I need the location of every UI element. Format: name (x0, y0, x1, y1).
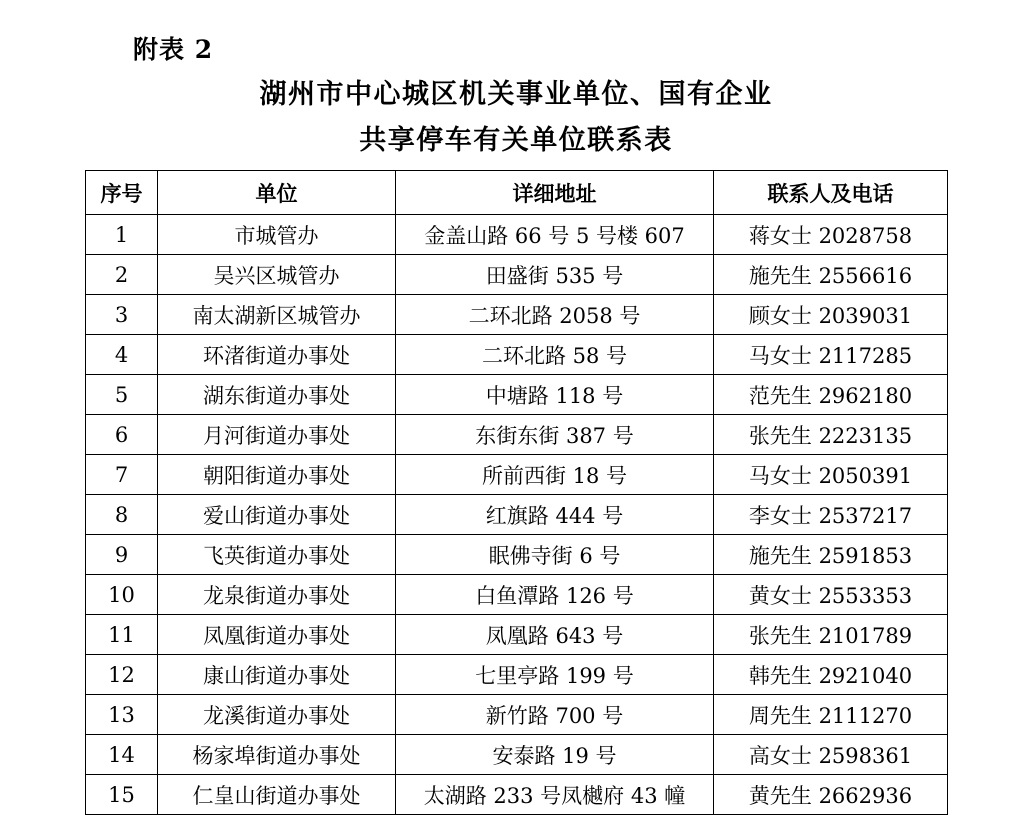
cell-index: 1 (86, 215, 158, 255)
column-header-index: 序号 (86, 171, 158, 215)
cell-unit: 月河街道办事处 (158, 415, 396, 455)
cell-index: 3 (86, 295, 158, 335)
cell-address: 七里亭路 199 号 (396, 655, 714, 695)
attachment-label: 附表 2 (133, 35, 214, 64)
cell-address: 安泰路 19 号 (396, 735, 714, 775)
column-header-unit: 单位 (158, 171, 396, 215)
cell-index: 4 (86, 335, 158, 375)
cell-unit: 朝阳街道办事处 (158, 455, 396, 495)
cell-unit: 市城管办 (158, 215, 396, 255)
contact-table (85, 170, 948, 815)
cell-address: 二环北路 2058 号 (396, 295, 714, 335)
cell-index: 5 (86, 375, 158, 415)
table-row (86, 535, 948, 575)
cell-address: 二环北路 58 号 (396, 335, 714, 375)
cell-contact: 马女士 2117285 (714, 335, 948, 375)
cell-contact: 范先生 2962180 (714, 375, 948, 415)
cell-unit: 龙溪街道办事处 (158, 695, 396, 735)
table-row (86, 215, 948, 255)
cell-contact: 周先生 2111270 (714, 695, 948, 735)
cell-address: 东街东街 387 号 (396, 415, 714, 455)
cell-address: 所前西街 18 号 (396, 455, 714, 495)
cell-unit: 吴兴区城管办 (158, 255, 396, 295)
cell-unit: 环渚街道办事处 (158, 335, 396, 375)
table-row (86, 455, 948, 495)
cell-address: 红旗路 444 号 (396, 495, 714, 535)
cell-index: 9 (86, 535, 158, 575)
cell-index: 11 (86, 615, 158, 655)
cell-contact: 张先生 2223135 (714, 415, 948, 455)
cell-index: 6 (86, 415, 158, 455)
cell-unit: 龙泉街道办事处 (158, 575, 396, 615)
table-row (86, 735, 948, 775)
cell-address: 新竹路 700 号 (396, 695, 714, 735)
table-body (86, 215, 948, 815)
cell-contact: 蒋女士 2028758 (714, 215, 948, 255)
cell-index: 12 (86, 655, 158, 695)
table-row (86, 695, 948, 735)
cell-address: 白鱼潭路 126 号 (396, 575, 714, 615)
table-row (86, 375, 948, 415)
table-header-row (86, 171, 948, 215)
page-title-line-2: 共享停车有关单位联系表 (359, 125, 673, 156)
table-row (86, 255, 948, 295)
cell-contact: 施先生 2591853 (714, 535, 948, 575)
cell-index: 10 (86, 575, 158, 615)
cell-contact: 顾女士 2039031 (714, 295, 948, 335)
cell-contact: 张先生 2101789 (714, 615, 948, 655)
table-row (86, 775, 948, 815)
table-row (86, 495, 948, 535)
cell-index: 2 (86, 255, 158, 295)
cell-unit: 爱山街道办事处 (158, 495, 396, 535)
cell-contact: 李女士 2537217 (714, 495, 948, 535)
table-row (86, 335, 948, 375)
cell-contact: 马女士 2050391 (714, 455, 948, 495)
table-row (86, 295, 948, 335)
cell-unit: 凤凰街道办事处 (158, 615, 396, 655)
cell-unit: 杨家埠街道办事处 (158, 735, 396, 775)
cell-address: 凤凰路 643 号 (396, 615, 714, 655)
cell-contact: 黄先生 2662936 (714, 775, 948, 815)
column-header-address: 详细地址 (396, 171, 714, 215)
column-header-contact: 联系人及电话 (714, 171, 948, 215)
table-header (86, 171, 948, 215)
page-title (85, 72, 947, 164)
cell-address: 中塘路 118 号 (396, 375, 714, 415)
page-title-line-1: 湖州市中心城区机关事业单位、国有企业 (259, 79, 773, 110)
table-row (86, 655, 948, 695)
cell-address: 太湖路 233 号凤樾府 43 幢 (396, 775, 714, 815)
cell-unit: 湖东街道办事处 (158, 375, 396, 415)
cell-address: 田盛街 535 号 (396, 255, 714, 295)
cell-index: 15 (86, 775, 158, 815)
cell-contact: 高女士 2598361 (714, 735, 948, 775)
table-row (86, 575, 948, 615)
table-row (86, 615, 948, 655)
cell-address: 眠佛寺街 6 号 (396, 535, 714, 575)
cell-unit: 康山街道办事处 (158, 655, 396, 695)
cell-index: 7 (86, 455, 158, 495)
cell-contact: 韩先生 2921040 (714, 655, 948, 695)
cell-index: 14 (86, 735, 158, 775)
cell-index: 8 (86, 495, 158, 535)
cell-index: 13 (86, 695, 158, 735)
cell-contact: 黄女士 2553353 (714, 575, 948, 615)
cell-unit: 仁皇山街道办事处 (158, 775, 396, 815)
cell-contact: 施先生 2556616 (714, 255, 948, 295)
table-row (86, 415, 948, 455)
cell-address: 金盖山路 66 号 5 号楼 607 (396, 215, 714, 255)
cell-unit: 南太湖新区城管办 (158, 295, 396, 335)
cell-unit: 飞英街道办事处 (158, 535, 396, 575)
